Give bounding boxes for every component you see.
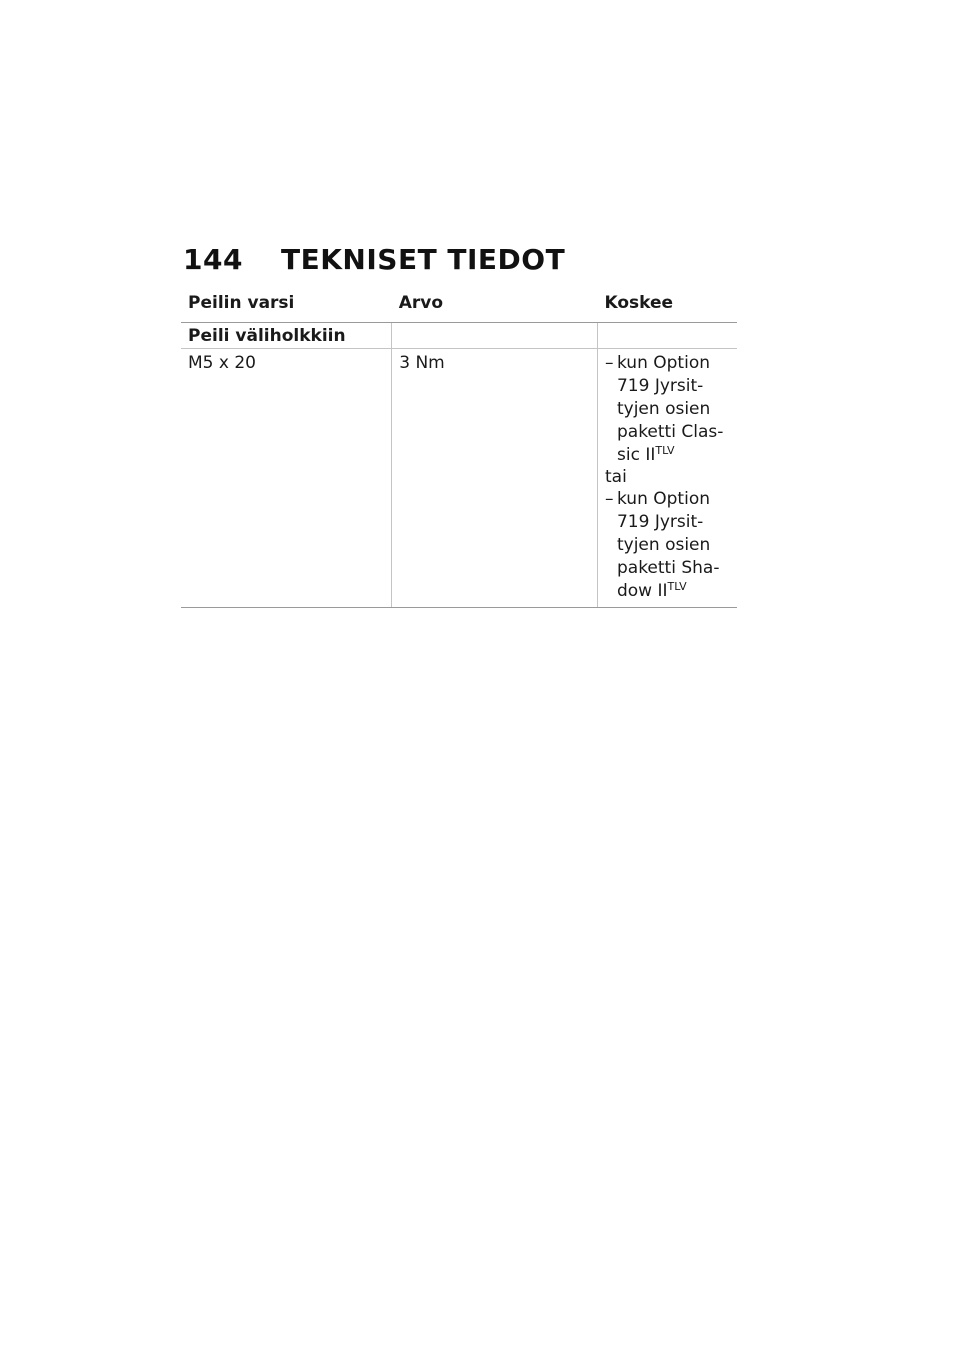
group-label: Peili väliholkkiin: [181, 323, 392, 349]
group-empty-cell: [597, 323, 737, 349]
applies-line: paketti Sha-: [616, 558, 720, 578]
column-header-value: Arvo: [392, 286, 598, 323]
superscript-note: TLV: [667, 580, 687, 593]
applies-line: paketti Clas-: [616, 422, 724, 442]
applies-text: [617, 352, 723, 467]
applies-item-classic: [605, 352, 731, 467]
applies-item-shadow: [605, 488, 731, 603]
column-header-applies: Koskee: [597, 286, 737, 323]
torque-value-cell: 3 Nm: [392, 349, 598, 608]
applies-cell: [597, 349, 737, 608]
torque-spec-table: [181, 286, 737, 608]
group-empty-cell: [392, 323, 598, 349]
applies-line: kun Option: [616, 353, 710, 373]
section-title: TEKNISET TIEDOT: [281, 243, 566, 276]
or-text: tai: [604, 467, 627, 487]
page-number: 144: [183, 243, 243, 276]
table-header-row: [181, 286, 737, 323]
applies-line-last: [617, 580, 719, 603]
table-group-row: [181, 323, 737, 349]
page-header: [183, 243, 565, 276]
applies-line: dow II: [616, 581, 668, 601]
superscript-note: TLV: [655, 444, 675, 457]
applies-line: 719 Jyrsit-: [616, 512, 704, 532]
dash-bullet: –: [604, 353, 614, 373]
applies-line: sic II: [616, 445, 656, 465]
dash-bullet: –: [604, 489, 614, 509]
bolt-size-cell: M5 x 20: [181, 349, 392, 608]
applies-line: 719 Jyrsit-: [616, 376, 704, 396]
applies-text: [617, 488, 719, 603]
applies-line: kun Option: [616, 489, 710, 509]
applies-line: tyjen osien: [616, 399, 711, 419]
applies-line-last: [617, 444, 723, 467]
applies-line: tyjen osien: [616, 535, 711, 555]
column-header-mirror-arm: Peilin varsi: [181, 286, 392, 323]
table-row: [181, 349, 737, 608]
